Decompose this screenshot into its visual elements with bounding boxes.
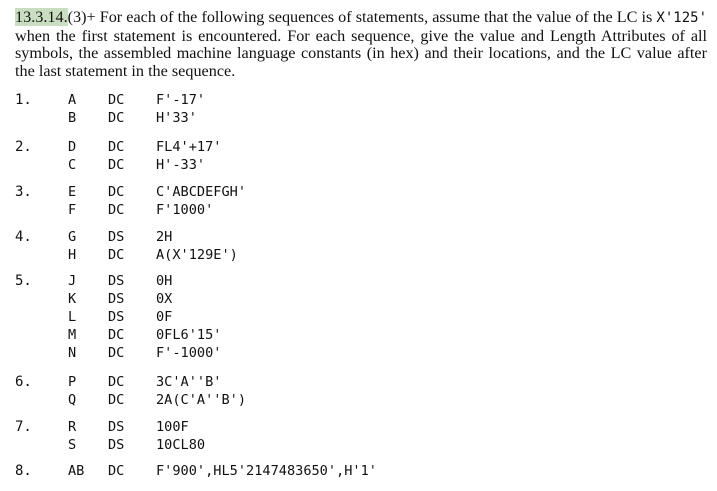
statement-operand: 0FL6'15': [156, 327, 222, 343]
statement-operation: DS: [108, 437, 125, 453]
statement-operand: H'33': [156, 110, 197, 126]
statement-line: [0, 373, 700, 391]
statement-line: [0, 462, 700, 480]
statement-label: D: [68, 139, 77, 155]
statement-operation: DC: [108, 374, 125, 390]
statement-line: [0, 246, 700, 264]
statement-label: S: [68, 437, 77, 453]
sequence-number: 6.: [15, 374, 32, 390]
statement-label: L: [68, 309, 77, 325]
statement-operand: 3C'A''B': [156, 374, 222, 390]
sequence-number: 3.: [15, 184, 32, 200]
statement-line: [0, 91, 700, 109]
statement-operand: F'900',HL5'2147483650',H'1': [156, 463, 377, 479]
sequence-number: 5.: [15, 273, 32, 289]
statement-operation: DC: [108, 463, 125, 479]
statement-label: E: [68, 184, 77, 200]
statement-label: B: [68, 110, 77, 126]
sequence-block: [0, 272, 700, 362]
statement-operation: DC: [108, 139, 125, 155]
statement-line: [0, 436, 700, 454]
statement-operation: DS: [108, 273, 125, 289]
statement-operation: DC: [108, 157, 125, 173]
statement-operand: F'-1000': [156, 345, 222, 361]
sequence-number: 8.: [15, 463, 32, 479]
sequence-block: [0, 228, 700, 264]
statement-line: [0, 308, 700, 326]
statement-operation: DC: [108, 184, 125, 200]
sequence-block: [0, 373, 700, 409]
statement-operand: F'-17': [156, 92, 206, 108]
statement-operation: DC: [108, 202, 125, 218]
sequence-number: 1.: [15, 92, 32, 108]
statement-label: AB: [68, 463, 85, 479]
statement-operation: DC: [108, 392, 125, 408]
statement-line: [0, 138, 700, 156]
statement-operation: DC: [108, 110, 125, 126]
statement-operation: DS: [108, 229, 125, 245]
statement-operand: A(X'129E'): [156, 247, 238, 263]
sequence-block: [0, 91, 700, 127]
statement-label: G: [68, 229, 77, 245]
statement-label: H: [68, 247, 77, 263]
statement-operand: 10CL80: [156, 437, 206, 453]
statement-line: [0, 183, 700, 201]
statement-operand: 0F: [156, 309, 173, 325]
problem-reference: 13.3.14.: [15, 8, 68, 26]
sequence-number: 4.: [15, 229, 32, 245]
sequence-block: [0, 138, 700, 174]
statement-operation: DS: [108, 309, 125, 325]
statement-label: N: [68, 345, 77, 361]
statement-line: [0, 201, 700, 219]
statement-operation: DC: [108, 92, 125, 108]
statement-line: [0, 290, 700, 308]
statement-label: Q: [68, 392, 77, 408]
sequence-block: [0, 462, 700, 480]
statement-label: F: [68, 202, 77, 218]
sequence-block: [0, 183, 700, 219]
sequence-number: 7.: [15, 419, 32, 435]
statement-label: R: [68, 419, 77, 435]
statement-operand: 0H: [156, 273, 173, 289]
lc-initial-value: X'125': [656, 10, 707, 26]
statement-label: J: [68, 273, 77, 289]
statement-line: [0, 156, 700, 174]
statement-line: [0, 228, 700, 246]
statement-label: C: [68, 157, 77, 173]
problem-statement: [15, 9, 707, 80]
statement-operation: DS: [108, 419, 125, 435]
statement-label: K: [68, 291, 77, 307]
problem-text-part-1: (3)+ For each of the following sequences of statements, assume that the value of the LC is: [67, 8, 657, 26]
statement-operand: 2H: [156, 229, 173, 245]
statement-operand: F'1000': [156, 202, 214, 218]
statement-line: [0, 326, 700, 344]
problem-text-part-2: when the first statement is encountered. For each sequence, give the value and Length Attributes of all symbols, the assembled machine language constants (in hex) and their locations, and the LC value after the last statement in the sequence.: [15, 26, 707, 80]
sequence-number: 2.: [15, 139, 32, 155]
statement-label: P: [68, 374, 77, 390]
statement-operation: DS: [108, 291, 125, 307]
statement-label: A: [68, 92, 77, 108]
statement-line: [0, 344, 700, 362]
statement-operand: H'-33': [156, 157, 206, 173]
statement-line: [0, 272, 700, 290]
statement-operand: 2A(C'A''B'): [156, 392, 247, 408]
statement-line: [0, 109, 700, 127]
statement-label: M: [68, 327, 77, 343]
statement-operation: DC: [108, 247, 125, 263]
statement-operand: FL4'+17': [156, 139, 222, 155]
statement-operation: DC: [108, 327, 125, 343]
sequence-block: [0, 418, 700, 454]
statement-operand: 100F: [156, 419, 189, 435]
statement-line: [0, 418, 700, 436]
statement-line: [0, 391, 700, 409]
statement-operation: DC: [108, 345, 125, 361]
statement-operand: 0X: [156, 291, 173, 307]
statement-operand: C'ABCDEFGH': [156, 184, 247, 200]
